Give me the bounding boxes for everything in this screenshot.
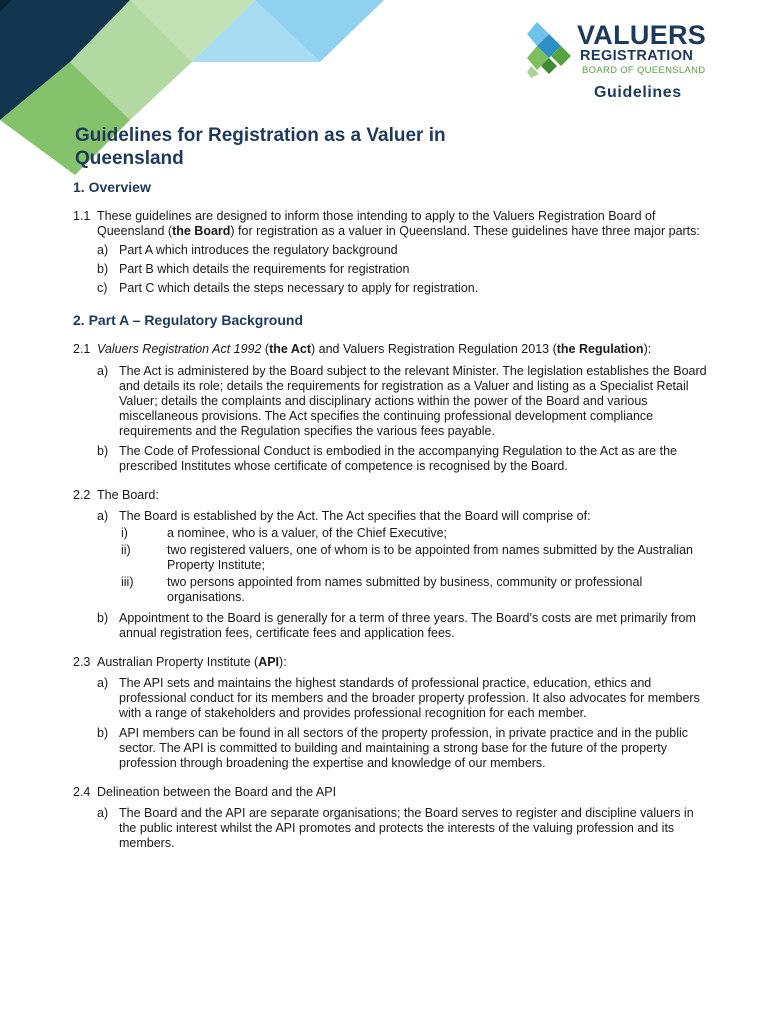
- paragraph-1-1: 1.1 These guidelines are designed to inform those intending to apply to the Valuers Registration Board of Queensland (the Board) for registration as a valuer in Queensland. These guidelines have three major parts:: [73, 209, 700, 238]
- section-2-heading: 2. Part A – Regulatory Background: [73, 312, 304, 328]
- list-item: a) The Act is administered by the Board subject to the relevant Minister. The legislation establishes the Board and details its role; details the requirements for registration as a Valuer and listing as a Specialist Retail Valuer; details the complaints and disciplinary actions within the power of the Board and various miscellaneous provisions. The Act specifies the continuing professional development compliance requirements and the Regulation specifies the various fees payable.: [97, 364, 707, 438]
- paragraph-2-2: 2.2 The Board:: [73, 488, 159, 502]
- list-item: b) Part B which details the requirements for registration: [97, 262, 410, 276]
- logo-line-2: REGISTRATION: [580, 48, 694, 64]
- sub-list-item: ii) two registered valuers, one of whom is to be appointed from names submitted by the Australian Property Institute;: [121, 543, 693, 572]
- sub-list-item: iii) two persons appointed from names submitted by business, community or professional organisations.: [121, 575, 643, 604]
- document-body: [73, 178, 713, 851]
- sub-list-item: i) a nominee, who is a valuer, of the Chief Executive;: [121, 526, 448, 540]
- list-item: a) The Board is established by the Act. The Act specifies that the Board will comprise of:: [97, 509, 591, 523]
- list-item: b) Appointment to the Board is generally for a term of three years. The Board’s costs are met primarily from annual registration fees, certificate fees and application fees.: [97, 611, 696, 640]
- list-item: a) Part A which introduces the regulatory background: [97, 243, 398, 257]
- page-title: Guidelines for Registration as a Valuer in Queensland: [75, 125, 446, 169]
- paragraph-2-1: 2.1 Valuers Registration Act 1992 (the Act) and Valuers Registration Regulation 2013 (the Regulation):: [73, 342, 652, 356]
- paragraph-number: 1.1: [73, 209, 91, 223]
- document-type-label: Guidelines: [594, 84, 682, 101]
- logo-line-3: BOARD OF QUEENSLAND: [582, 65, 706, 76]
- list-item: a) The API sets and maintains the highest standards of professional practice, education, ethics and professional conduct for its members and the broader property profession. It also advocates for members with a range of stakeholders and provides professional recognition for each member.: [97, 676, 700, 720]
- paragraph-2-3: 2.3 Australian Property Institute (API):: [73, 655, 287, 669]
- section-1-heading: 1. Overview: [73, 179, 151, 195]
- logo-line-1: VALUERS: [577, 20, 707, 50]
- logo-mark-icon: [527, 22, 575, 78]
- list-item: b) API members can be found in all sectors of the property profession, in private practice and in the public sector. The API is committed to building and maintaining a strong base for the future of the property profession through broadening the expertise and knowledge of our members.: [97, 726, 689, 770]
- list-item: c) Part C which details the steps necessary to apply for registration.: [97, 281, 479, 295]
- list-item: a) The Board and the API are separate organisations; the Board serves to register and discipline valuers in the public interest whilst the API promotes and protects the interests of the valuing profession and its members.: [97, 806, 694, 850]
- list-item: b) The Code of Professional Conduct is embodied in the accompanying Regulation to the Act as are the prescribed Institutes whose certificate of competence is recognised by the Board.: [97, 444, 677, 473]
- paragraph-2-4: 2.4 Delineation between the Board and the API: [73, 785, 337, 799]
- valuers-registration-logo: [527, 20, 717, 80]
